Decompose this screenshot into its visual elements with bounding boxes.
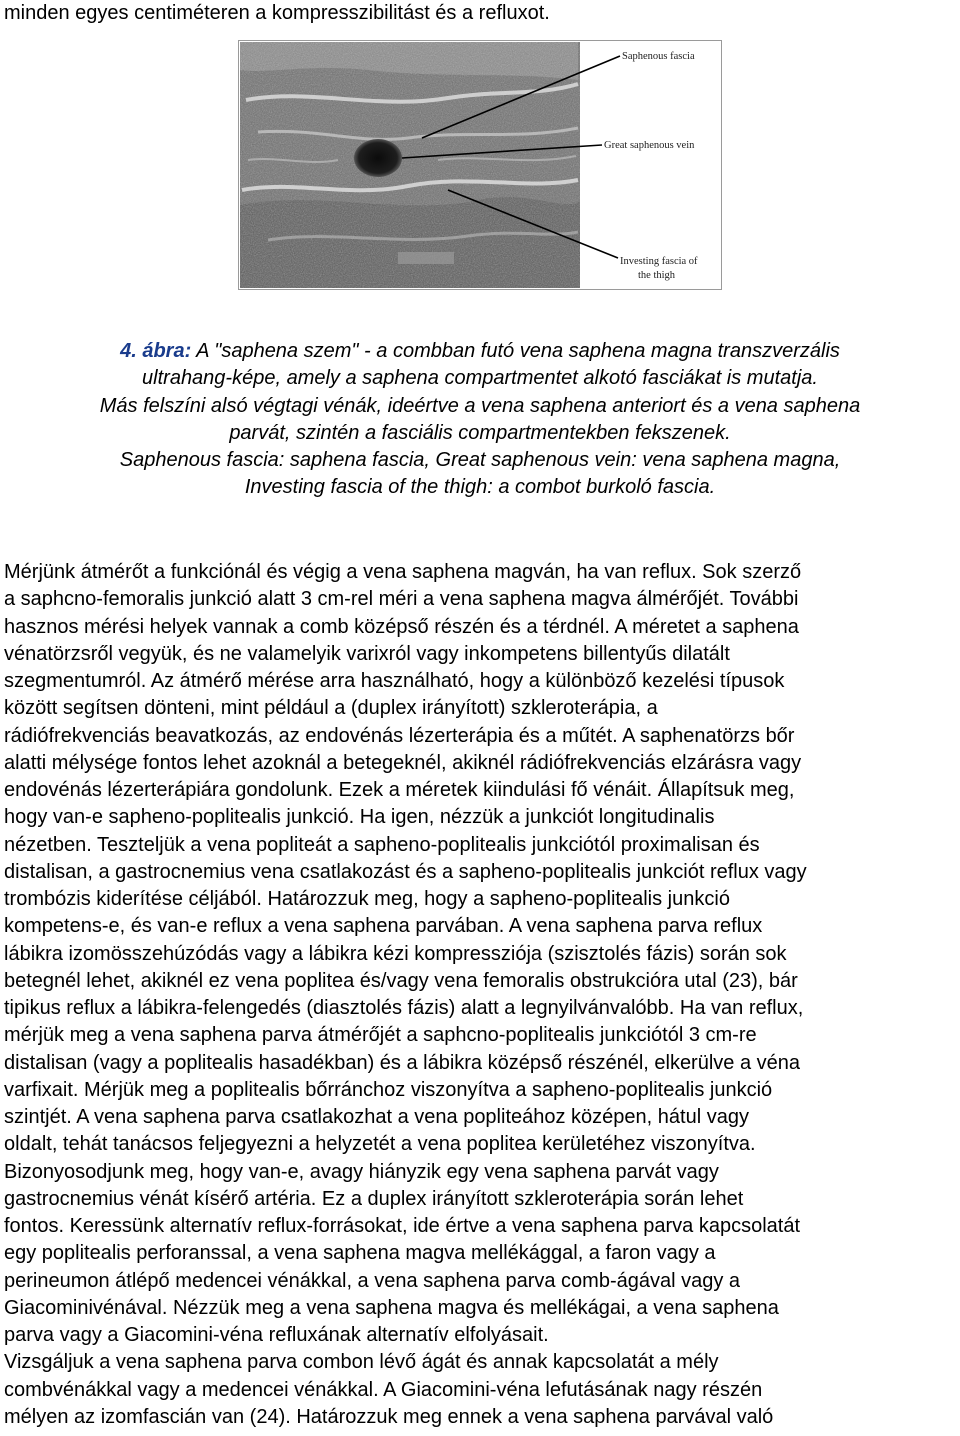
caption-line: Saphenous fascia: saphena fascia, Great saphenous vein: vena saphena magna, (119, 449, 841, 472)
vein-cross-section (354, 139, 402, 177)
body-line: a saphcno-femoralis junkció alatt 3 cm-rel méri a vena saphena magva álmérőjét. További (4, 588, 799, 611)
ultrasound-figure (238, 40, 722, 290)
body-line: között segítsen dönteni, mint például a (duplex irányított) szkleroterápia, a (4, 697, 658, 720)
body-line: parva vagy a Giacomini-véna refluxának alternatív elfolyásait. (4, 1324, 549, 1346)
body-paragraph (4, 559, 958, 1431)
body-line: hogy van-e sapheno-poplitealis junkció. Ha igen, nézzük a junkciót longitudinalis (4, 806, 715, 829)
body-line: lábikra izomösszehúzódás vagy a lábikra kézi kompressziója (szisztolés fázis) során sok (4, 942, 787, 965)
ultrasound-figure-svg (238, 40, 722, 290)
body-line: betegnél lehet, akiknél ez vena poplitea és/vagy vena femoralis obstrukcióra utal (23), bár (4, 969, 798, 992)
caption-line: parvát, szintén a fasciális compartmentekben fekszenek. (229, 421, 731, 444)
label-investing-fascia-line1: Investing fascia of (620, 256, 698, 267)
body-line: szintjét. A vena saphena parva csatlakozhat a vena popliteához középen, hátul vagy (4, 1106, 749, 1128)
body-line: gastrocnemius vénát kísérő artéria. Ez a duplex irányított szkleroterápia során lehet (4, 1187, 744, 1210)
body-line: mélyen az izomfascián van (24). Határozzuk meg ennek a vena saphena parvával való (4, 1405, 774, 1428)
body-line: Giacominivénával. Nézzük meg a vena saphena magva és mellékágai, a vena saphena (4, 1296, 779, 1319)
body-line: rádiófrekvenciás beavatkozás, az endovénás lézerterápia és a műtét. A saphenatörzs bőr (4, 724, 795, 747)
body-line: combvénákkal vagy a medencei vénákkal. A Giacomini-véna lefutásának nagy részén (4, 1378, 763, 1401)
body-line: hasznos mérési helyek vannak a comb középső részén és a térdnél. A méretet a saphena (4, 615, 799, 638)
caption-line-text: A "saphena szem" - a combban futó vena saphena magna transzverzális (191, 340, 840, 362)
body-line: trombózis kiderítése céljából. Határozzuk meg, hogy a sapheno-poplitealis junkció (4, 888, 730, 910)
body-line: oldalt, tehát tanácsos feljegyezni a helyzetét a vena poplitea kerületéhez viszonyítva. (4, 1133, 756, 1156)
body-line: tipikus reflux a lábikra-felengedés (diasztolés fázis) alatt a legnyilvánvalóbb. Ha van reflux, (4, 997, 804, 1019)
body-line: fontos. Keressünk alternatív reflux-forrásokat, ide értve a vena saphena parva kapcsolatát (4, 1215, 800, 1237)
body-line: Vizsgáljuk a vena saphena parva combon lévő ágát és annak kapcsolatát a mély (4, 1351, 719, 1374)
body-line: Bizonyosodjunk meg, hogy van-e, avagy hiányzik egy vena saphena parvát vagy (4, 1160, 719, 1183)
body-line: szegmentumról. Az átmérő mérése arra használható, hogy a különböző kezelési típusok (4, 670, 785, 692)
body-line: mérjük meg a vena saphena parva átmérőjét a saphcno-poplitealis junkciótól 3 cm-re (4, 1024, 757, 1047)
body-line: varfixait. Mérjük meg a poplitealis bőrránchoz viszonyítva a sapheno-poplitealis junkció (4, 1078, 773, 1101)
body-line: distalisan (vagy a poplitealis hasadékban) és a lábikra középső részénél, elkerülve a véna (4, 1051, 801, 1074)
body-line: kompetens-e, és van-e reflux a vena saphena parvában. A vena saphena parva reflux (4, 915, 763, 938)
body-line: distalisan, a gastrocnemius vena csatlakozást és a sapheno-poplitealis junkciót reflux vagy (4, 860, 807, 883)
body-line: endovénás lézerterápiára gondolunk. Ezek a méretek kiindulási fő vénáit. Állapítsuk meg, (4, 779, 795, 801)
body-line: Mérjünk átmérőt a funkciónál és végig a vena saphena magván, ha van reflux. Sok szerző (4, 561, 802, 583)
label-saphenous-fascia: Saphenous fascia (622, 51, 695, 62)
figure-caption (0, 338, 960, 502)
caption-line: Investing fascia of the thigh: a combot burkoló fascia. (244, 476, 716, 499)
label-great-saphenous-vein: Great saphenous vein (604, 140, 695, 151)
body-line: nézetben. Teszteljük a vena popliteát a sapheno-poplitealis junkciótól proximalisan és (4, 833, 760, 856)
label-investing-fascia-line2: the thigh (638, 270, 676, 281)
body-line: perineumon átlépő medencei vénákkal, a vena saphena parva comb-ágával vagy a (4, 1269, 741, 1292)
body-line: egy poplitealis perforanssal, a vena saphena magva mellékággal, a faron vagy a (4, 1242, 716, 1265)
body-line: alatti mélysége fontos lehet azoknál a betegeknél, akiknél rádiófrekvenciás elzárásra vagy (4, 751, 802, 774)
ultrasound-image (240, 42, 580, 288)
caption-line: Más felszíni alsó végtagi vénák, ideértve a vena saphena anteriort és a vena saphena (99, 394, 861, 417)
caption-line (0, 338, 960, 365)
intro-text: minden egyes centiméteren a kompresszibilitást és a refluxot. (4, 2, 550, 24)
caption-line: ultrahang-képe, amely a saphena compartmentet alkotó fasciákat is mutatja. (142, 367, 818, 390)
figure-number: 4. ábra: (120, 340, 192, 362)
body-line: vénatörzsről vegyük, és ne valamelyik varixról vagy inkompetens billentyűs dilatált (4, 642, 730, 665)
